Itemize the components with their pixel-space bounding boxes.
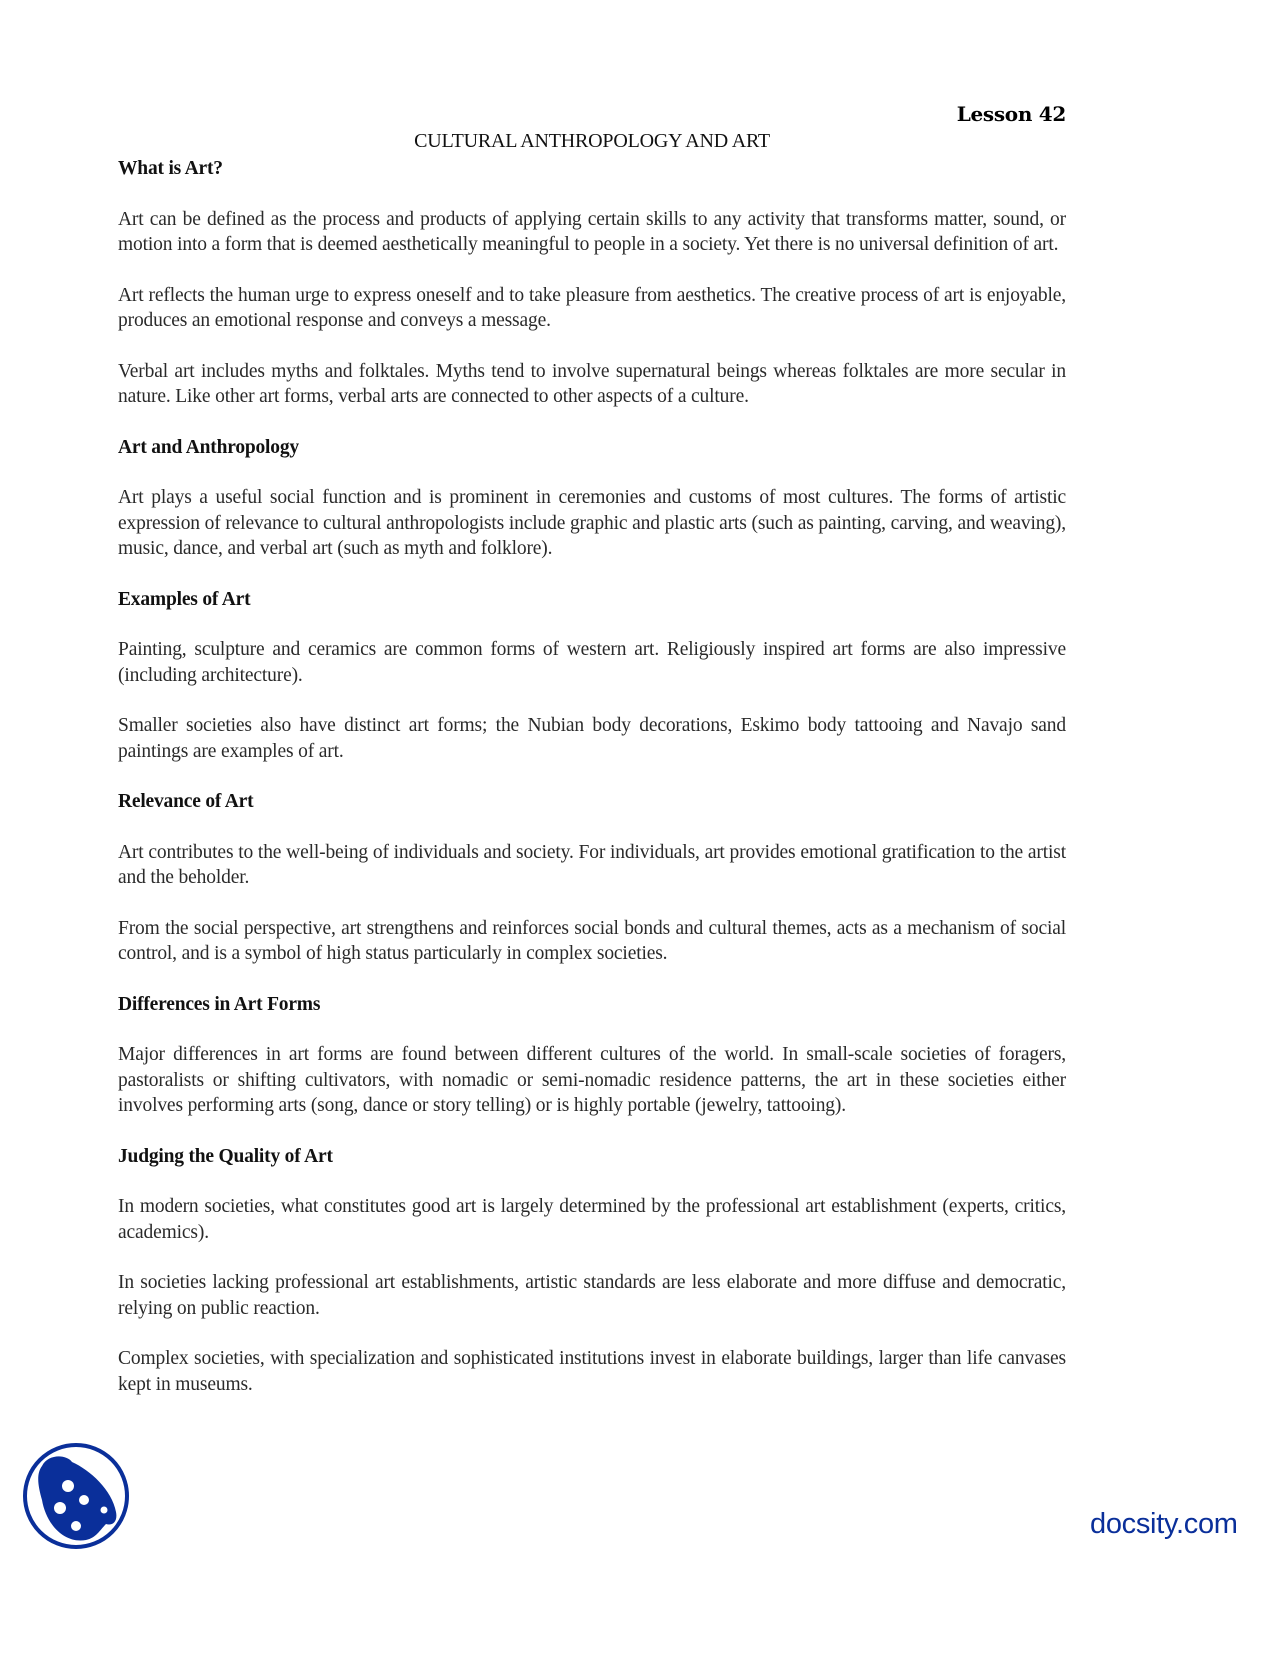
section-heading-relevance-of-art: Relevance of Art — [118, 791, 254, 812]
paragraph: Verbal art includes myths and folktales. Myths tend to involve supernatural beings whereas folktales are more secular in nature. Like other art forms, verbal arts are connected to other aspects of a culture. — [118, 360, 1066, 407]
section-heading-examples-of-art: Examples of Art — [118, 588, 251, 610]
paragraph: Art can be defined as the process and products of applying certain skills to any activity that transforms matter, sound, or motion into a form that is deemed aesthetically meaningful to people in a society. Yet there is no universal definition of art. — [118, 208, 1066, 255]
paragraph: Art reflects the human urge to express oneself and to take pleasure from aesthetics. The creative process of art is enjoyable, produces an emotional response and conveys a message. — [118, 284, 1066, 331]
paragraph: Major differences in art forms are found between different cultures of the world. In small-scale societies of foragers, pastoralists or shifting cultivators, with nomadic or semi-nomadic residence patterns, the art in these societies either involves performing arts (song, dance or story telling) or is highly portable (jewelry, tattooing). — [118, 1044, 1066, 1116]
paragraph: Smaller societies also have distinct art forms; the Nubian body decorations, Eskimo body tattooing and Navajo sand paintings are examples of art. — [118, 715, 1066, 762]
section-heading-judging-quality-of-art: Judging the Quality of Art — [118, 1145, 333, 1167]
paragraph: Art plays a useful social function and is prominent in ceremonies and customs of most cultures. The forms of artistic expression of relevance to cultural anthropologists include graphic and plastic arts (such as painting, carving, and weaving), music, dance, and verbal art (such as myth and folklore). — [118, 487, 1066, 559]
docsity-watermark[interactable]: docsity.com — [1090, 1508, 1238, 1540]
lesson-label: Lesson 42 — [956, 102, 1066, 126]
paragraph: From the social perspective, art strengthens and reinforces social bonds and cultural themes, acts as a mechanism of social control, and is a symbol of high status particularly in complex societies. — [118, 917, 1066, 964]
section-heading-art-and-anthropology: Art and Anthropology — [118, 436, 299, 458]
section-heading-differences-in-art-forms: Differences in Art Forms — [118, 993, 321, 1015]
docsity-logo-icon[interactable] — [20, 1440, 132, 1552]
paragraph: Art contributes to the well-being of individuals and society. For individuals, art provides emotional gratification to the artist and the beholder. — [118, 841, 1066, 888]
paragraph: In modern societies, what constitutes good art is largely determined by the professional art establishment (experts, critics, academics). — [118, 1196, 1066, 1243]
paragraph: In societies lacking professional art establishments, artistic standards are less elaborate and more diffuse and democratic, relying on public reaction. — [118, 1272, 1066, 1319]
paragraph: Painting, sculpture and ceramics are common forms of western art. Religiously inspired art forms are also impressive (including architecture). — [118, 639, 1066, 686]
document-title: CULTURAL ANTHROPOLOGY AND ART — [414, 130, 770, 152]
section-heading-what-is-art: What is Art? — [118, 158, 223, 179]
document-body — [118, 156, 1066, 1397]
paragraph: Complex societies, with specialization and sophisticated institutions invest in elaborate buildings, larger than life canvases kept in museums. — [118, 1348, 1066, 1395]
